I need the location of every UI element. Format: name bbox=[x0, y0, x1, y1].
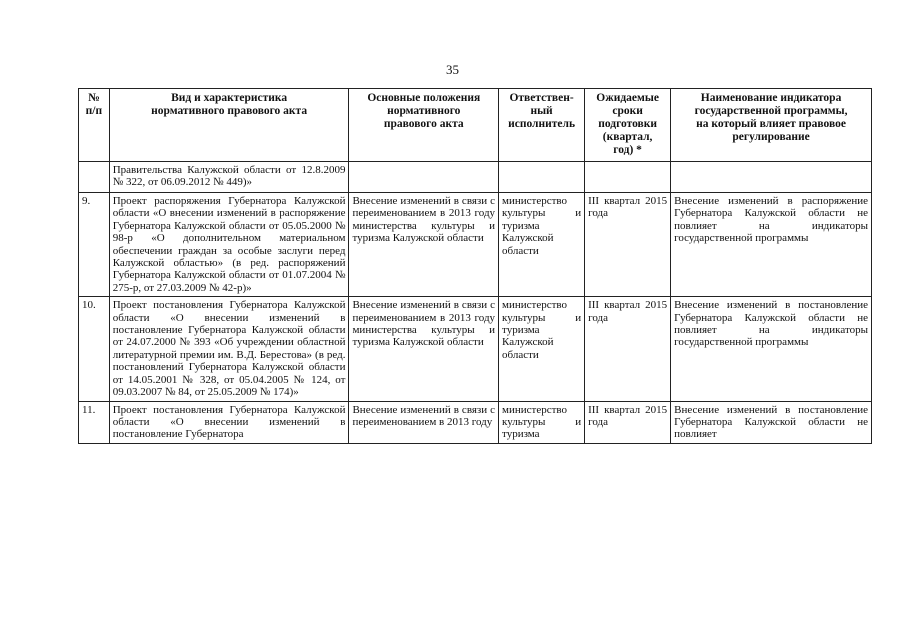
cell-num: 11. bbox=[79, 401, 110, 443]
table-row-continuation bbox=[79, 162, 872, 193]
cell-responsible: министерство культуры и туризма bbox=[499, 401, 585, 443]
cell-num: 10. bbox=[79, 297, 110, 401]
cell-provisions bbox=[349, 162, 499, 193]
table-row bbox=[79, 297, 872, 401]
header-act: Вид и характеристика нормативного правового акта bbox=[109, 89, 349, 162]
header-term: Ожидаемые сроки подготовки (квартал, год) * bbox=[585, 89, 671, 162]
cell-provisions: Внесение изменений в связи с переименованием в 2013 году министерства культуры и туризма Калужской области bbox=[349, 193, 499, 297]
table-row bbox=[79, 401, 872, 443]
table-header-row bbox=[79, 89, 872, 162]
cell-act: Правительства Калужской области от 12.8.2009 № 322, от 06.09.2012 № 449)» bbox=[109, 162, 349, 193]
cell-indicator: Внесение изменений в постановление Губернатора Калужской области не повлияет на индикаторы государственной программы bbox=[671, 297, 872, 401]
regulatory-acts-table bbox=[78, 88, 872, 444]
cell-act: Проект постановления Губернатора Калужской области «О внесении изменений в постановление Губернатора Калужской области от 24.07.2000 № 393 «Об учреждении областной литературной премии им. В.Д. Берестова» (в ред. постановлений Губернатора Калужской области от 14.05.2001 № 328, от 05.04.2005 № 124, от 09.03.2007 № 84, от 25.05.2009 № 174)» bbox=[109, 297, 349, 401]
cell-term: III квартал 2015 года bbox=[585, 401, 671, 443]
header-indicator: Наименование индикатора государственной программы, на который влияет правовое регулирование bbox=[671, 89, 872, 162]
cell-term: III квартал 2015 года bbox=[585, 297, 671, 401]
table-row bbox=[79, 193, 872, 297]
cell-indicator bbox=[671, 162, 872, 193]
header-responsible: Ответствен- ный исполнитель bbox=[499, 89, 585, 162]
cell-provisions: Внесение изменений в связи с переименованием в 2013 году bbox=[349, 401, 499, 443]
cell-responsible: министерство культуры и туризма Калужской области bbox=[499, 193, 585, 297]
cell-responsible: министерство культуры и туризма Калужской области bbox=[499, 297, 585, 401]
cell-indicator: Внесение изменений в постановление Губернатора Калужской области не повлияет bbox=[671, 401, 872, 443]
cell-num: 9. bbox=[79, 193, 110, 297]
cell-responsible bbox=[499, 162, 585, 193]
cell-term bbox=[585, 162, 671, 193]
cell-num bbox=[79, 162, 110, 193]
cell-indicator: Внесение изменений в распоряжение Губернатора Калужской области не повлияет на индикаторы государственной программы bbox=[671, 193, 872, 297]
page-number: 35 bbox=[446, 62, 459, 77]
cell-term: III квартал 2015 года bbox=[585, 193, 671, 297]
header-provisions: Основные положения нормативного правового акта bbox=[349, 89, 499, 162]
cell-act: Проект постановления Губернатора Калужской области «О внесении изменений в постановление Губернатора bbox=[109, 401, 349, 443]
cell-act: Проект распоряжения Губернатора Калужской области «О внесении изменений в распоряжение Губернатора Калужской области от 05.05.2000 № 98-р «О дополнительном материальном обеспечении граждан за особые заслуги перед Калужской областью» (в ред. распоряжений Губернатора Калужской области от 01.07.2004 № 275-р, от 27.03.2009 № 42-р)» bbox=[109, 193, 349, 297]
header-num: № п/п bbox=[79, 89, 110, 162]
cell-provisions: Внесение изменений в связи с переименованием в 2013 году министерства культуры и туризма Калужской области bbox=[349, 297, 499, 401]
